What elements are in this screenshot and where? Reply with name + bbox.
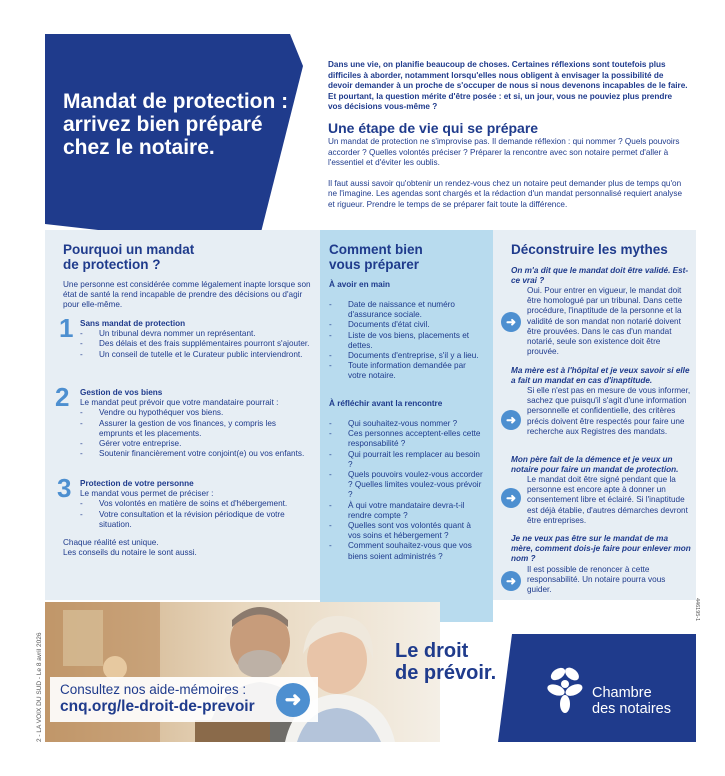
column-how-to-prepare xyxy=(320,230,493,622)
section-number-2: 2 xyxy=(55,382,70,412)
col2-list-2 xyxy=(329,419,485,562)
col1-section-1 xyxy=(80,319,310,360)
section-title-1: Sans mandat de protection xyxy=(80,319,186,328)
col1-closing-line2: Les conseils du notaire le sont aussi. xyxy=(63,548,197,558)
section-title-2: Gestion de vos biens xyxy=(80,388,163,397)
list-item: - Vendre ou hypothéquer vos biens. xyxy=(80,408,312,418)
list-item: - Documents d'entreprise, s'il y a lieu. xyxy=(329,351,485,361)
col2-list-1 xyxy=(329,300,485,382)
myth-answer-1: Oui. Pour entrer en vigueur, le mandat doit être homologué par un tribunal. Dans cette procédure, l'inaptitude de la personne et la validité de son mandat non notarié doivent être prouvées. Dans le cas d'un mandat notarié, seule son existence doit être prouvée. xyxy=(527,286,683,357)
brand-line2: des notaires xyxy=(592,701,671,717)
list-item: - Votre consultation et la révision périodique de votre situation. xyxy=(80,510,312,530)
list-item: - Qui pourrait les remplacer au besoin ? xyxy=(329,450,485,470)
myth-question-4: Je ne veux pas être sur le mandat de ma mère, comment dois-je faire pour enlever mon nom ? xyxy=(511,534,691,564)
hero-title-line1: Mandat de protection : xyxy=(63,90,289,113)
brand-logo-block xyxy=(498,634,696,742)
col1-section-2 xyxy=(80,388,312,459)
section-number-3: 3 xyxy=(57,473,72,503)
myth-question-2: Ma mère est à l'hôpital et je veux savoir si elle a fait un mandat en cas d'inaptitude. xyxy=(511,366,690,386)
list-item: - Toute information demandée par votre notaire. xyxy=(329,361,485,381)
intro-lead: Dans une vie, on planifie beaucoup de choses. Certaines réflexions sont toutefois plus difficiles à aborder, notamment lorsqu'elles nous obligent à envisager la possibilité de devoir demander à un proche de s'occuper de nous si nous devenons incapables de le faire. Et pourtant, la question mérite d'être posée : et si, un jour, vous ne pouviez plus prendre vos décisions vous-même ? xyxy=(328,60,688,112)
myth-answer-3: Le mandat doit être signé pendant que la personne est encore apte à donner un consentement libre et éclairé. Si l'inaptitude est déjà établie, d'autres démarches devront être entreprises. xyxy=(527,475,688,525)
col2-heading xyxy=(329,242,423,272)
arrow-right-icon: ➜ xyxy=(501,410,521,430)
myth-question-3: Mon père fait de la démence et je veux un notaire pour faire un mandat de protection. xyxy=(511,455,679,475)
hero-title-line3: chez le notaire. xyxy=(63,136,215,159)
list-item: - Qui souhaitez-vous nommer ? xyxy=(329,419,485,429)
list-item: - Soutenir financièrement votre conjoint(e) ou vos enfants. xyxy=(80,449,312,459)
col1-intro: Une personne est considérée comme légalement inapte lorsque son état de santé la rend incapable de prendre des décisions ou d'agir pour elle-même. xyxy=(63,280,311,310)
section-lead-3: Le mandat vous permet de préciser : xyxy=(80,489,214,499)
arrow-right-icon: ➜ xyxy=(501,312,521,332)
list-item: - Ces personnes acceptent-elles cette responsabilité ? xyxy=(329,429,485,449)
list-item: - Un tribunal devra nommer un représentant. xyxy=(80,329,310,339)
intro-heading: Une étape de vie qui se prépare xyxy=(328,119,539,136)
col2-heading-line1: Comment bien xyxy=(329,242,423,257)
intro-section xyxy=(328,60,688,211)
list-item: - Documents d'état civil. xyxy=(329,320,485,330)
column-why-mandate xyxy=(45,230,320,600)
col2-heading-line2: vous préparer xyxy=(329,257,420,272)
list-item: - Quelles sont vos volontés quant à vos soins et hébergement ? xyxy=(329,521,485,541)
col1-heading-line2: de protection ? xyxy=(63,257,161,272)
myth-answer-2: Si elle n'est pas en mesure de vous informer, sachez que puisqu'il s'agit d'une information personnelle et confidentielle, des critères précis doivent être respectés pour faire une recherche aux Registres des mandats. xyxy=(527,386,691,436)
col1-heading-line1: Pourquoi un mandat xyxy=(63,242,195,257)
col1-closing-line1: Chaque réalité est unique. xyxy=(63,538,159,547)
arrow-right-icon: ➜ xyxy=(501,571,521,591)
list-item: - Date de naissance et numéro d'assurance sociale. xyxy=(329,300,485,320)
section-title-3: Protection de votre personne xyxy=(80,479,194,488)
arrow-right-icon: ➜ xyxy=(501,488,521,508)
tagline-line2: de prévoir. xyxy=(395,662,497,684)
hero-banner xyxy=(45,34,303,248)
section-list-1 xyxy=(80,329,310,360)
arrow-right-icon[interactable]: ➜ xyxy=(276,683,310,717)
list-item: - Quels pouvoirs voulez-vous accorder ? Quelles limites voulez-vous prévoir ? xyxy=(329,470,485,501)
col2-subheading-2: À réfléchir avant la rencontre xyxy=(329,399,443,408)
section-list-3 xyxy=(80,499,312,530)
cta-box[interactable] xyxy=(50,677,318,722)
list-item: - Des délais et des frais supplémentaires pourront s'ajouter. xyxy=(80,339,310,349)
publication-info: 2 - LA VOIX DU SUD - Le 8 avril 2026 xyxy=(36,632,43,742)
brand-line1: Chambre xyxy=(592,685,652,701)
hero-title xyxy=(63,90,303,159)
column-myths xyxy=(493,230,696,600)
hero-title-line2: arrivez bien préparé xyxy=(63,113,263,136)
col1-section-3 xyxy=(80,479,312,530)
tagline-line1: Le droit xyxy=(395,640,469,662)
col2-subheading-1: À avoir en main xyxy=(329,280,390,289)
list-item: - Assurer la gestion de vos finances, y compris les emprunts et les placements. xyxy=(80,419,312,439)
section-lead-2: Le mandat peut prévoir que votre mandataire pourrait : xyxy=(80,398,279,408)
col1-heading xyxy=(63,242,194,272)
list-item: - À qui votre mandataire devra-t-il rendre compte ? xyxy=(329,501,485,521)
col1-closing xyxy=(63,538,313,558)
reference-code: 446195-1 xyxy=(694,598,700,622)
cta-text: Consultez nos aide-mémoires : xyxy=(60,682,247,697)
list-item: - Comment souhaitez-vous que vos biens soient administrés ? xyxy=(329,541,485,561)
list-item: - Liste de vos biens, placements et dettes. xyxy=(329,331,485,351)
intro-paragraph-2: Il faut aussi savoir qu'obtenir un rendez-vous chez un notaire peut demander plus de temps qu'on ne l'imagine. Les agendas sont chargés et la rédaction d'un mandat personnalisé requiert analyse et rigueur. Prendre le temps de se préparer fait toute la différence. xyxy=(328,178,683,209)
cta-link[interactable]: cnq.org/le-droit-de-prevoir xyxy=(60,698,255,715)
list-item: - Vos volontés en matière de soins et d'hébergement. xyxy=(80,499,312,509)
myth-question-1: On m'a dit que le mandat doit être validé. Est-ce vrai ? xyxy=(511,266,689,286)
intro-paragraph-1: Un mandat de protection ne s'improvise pas. Il demande réflexion : qui nommer ? Quels pouvoirs accorder ? Quelles volontés préciser ? Préparer la rencontre avec son notaire permet d'aller à l'essentiel et d'éviter les oublis. xyxy=(328,136,680,168)
section-number-1: 1 xyxy=(59,313,74,343)
tagline xyxy=(395,640,496,684)
list-item: - Gérer votre entreprise. xyxy=(80,439,312,449)
myth-answer-4: Il est possible de renoncer à cette responsabilité. Un notaire pourra vous guider. xyxy=(527,565,666,595)
section-list-2 xyxy=(80,408,312,459)
list-item: - Un conseil de tutelle et le Curateur public interviendront. xyxy=(80,350,310,360)
col3-heading: Déconstruire les mythes xyxy=(511,242,668,257)
